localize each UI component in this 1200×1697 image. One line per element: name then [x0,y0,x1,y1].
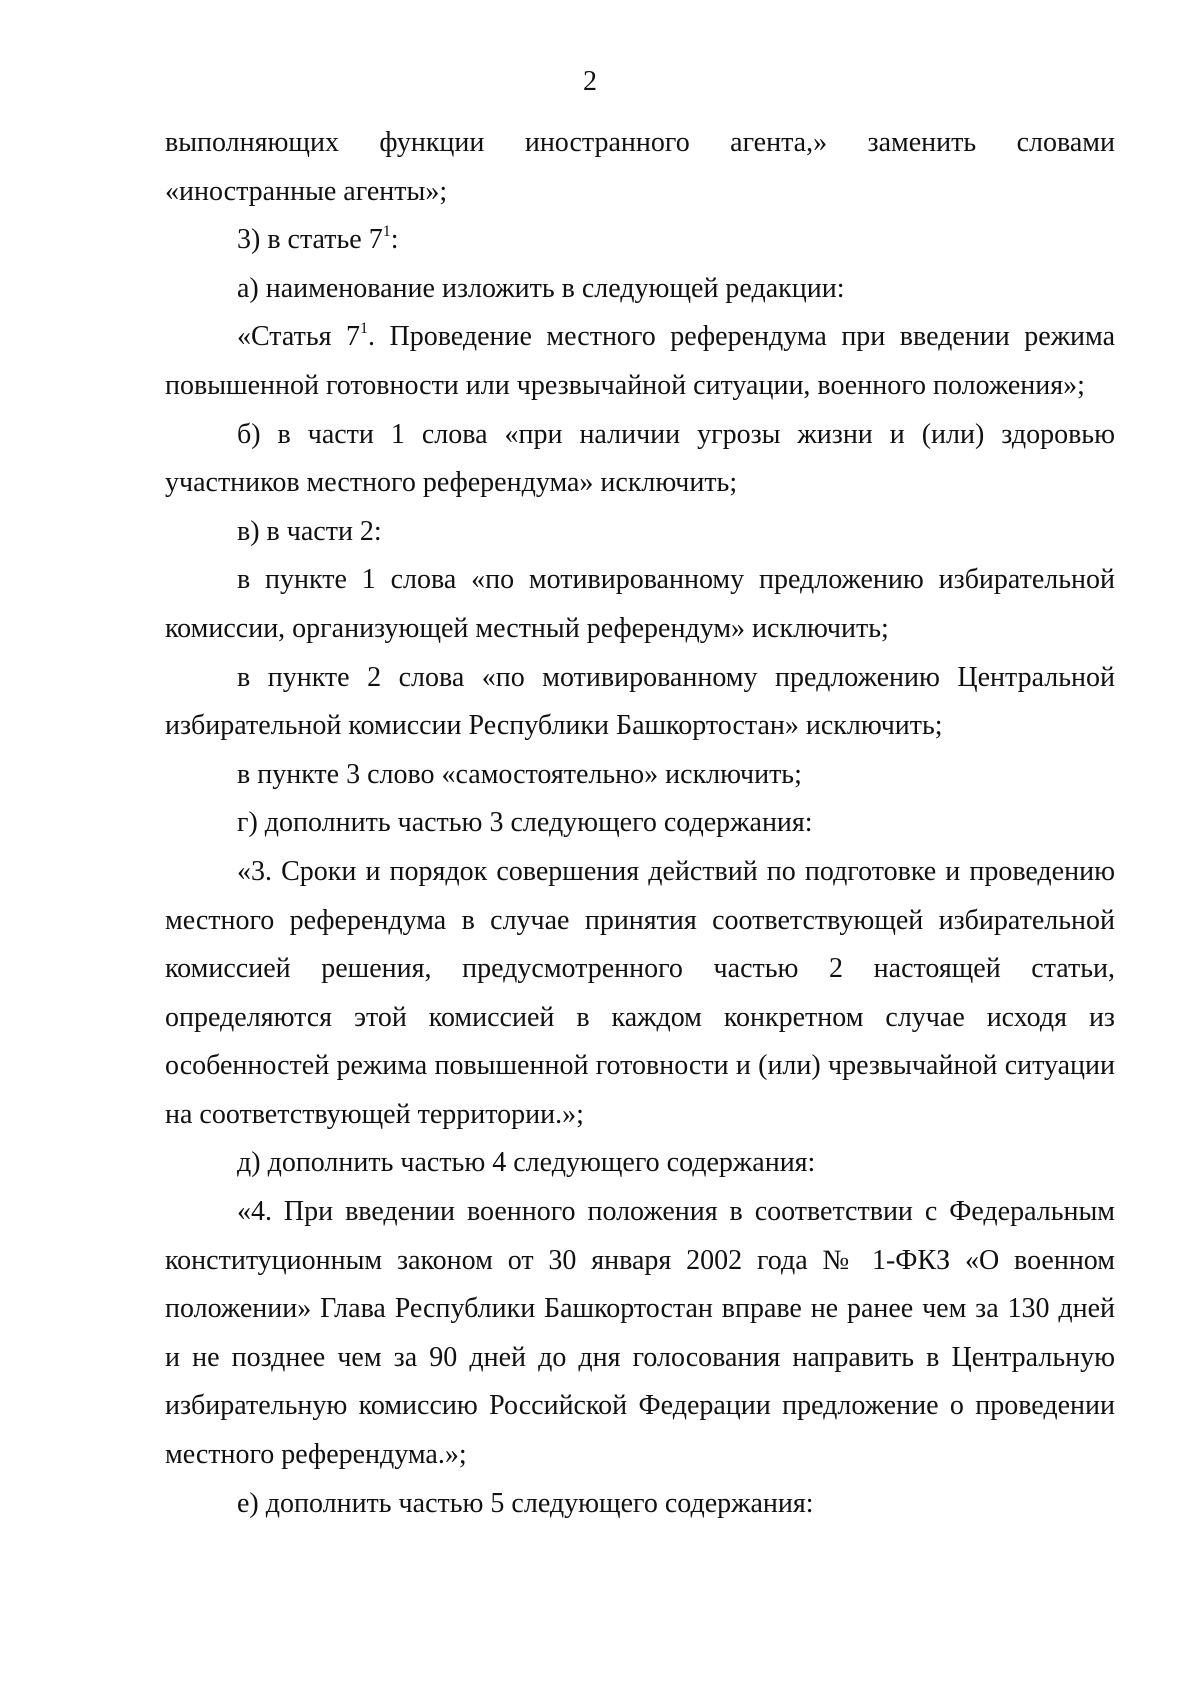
article-title-prefix: «Статья 7 [237,321,360,353]
paragraph-part-3-text: «3. Сроки и порядок совершения действий по подготовке и проведению местного референдума в случае принятия соответствующей избирательной комиссией решения, предусмотренного частью 2 настоящей статьи, определяются этой комиссией в каждом конкретном случае исходя из особенностей режима повышенной готовности и (или) чрезвычайной ситуации на соответствующей территории.»; [165,855,1115,1130]
article-title-text: . Проведение местного референдума при введении режима повышенной готовности или чрезвычайной ситуации, военного положения»; [165,321,1115,401]
paragraph-subitem-b: б) в части 1 слова «при наличии угрозы жизни и (или) здоровью участников местного референдума» исключить; [165,418,1115,499]
superscript-1: 1 [382,222,391,240]
document-body [165,119,1115,1528]
paragraph-part-4-text: «4. При введении военного положения в соответствии с Федеральным конституционным законом от 30 января 2002 года № 1-ФКЗ «О военном положении» Глава Республики Башкортостан вправе не ранее чем за 130 дней и не позднее чем за 90 дней до дня голосования направить в Центральную избирательную комиссию Российской Федерации предложение о проведении местного референдума.»; [165,1196,1115,1471]
paragraph-point-1: в пункте 1 слова «по мотивированному предложению избирательной комиссии, организующей местный референдум» исключить; [165,564,1115,644]
paragraph-point-3: в пункте 3 слово «самостоятельно» исключить; [237,758,802,790]
paragraph-subitem-g: г) дополнить частью 3 следующего содержания: [237,807,813,839]
paragraph-point-2: в пункте 2 слова «по мотивированному предложению Центральной избирательной комиссии Республики Башкортостан» исключить; [165,661,1115,742]
superscript-1: 1 [360,320,368,338]
paragraph-subitem-d: д) дополнить частью 4 следующего содержания: [237,1147,816,1179]
page-number: 2 [583,66,597,97]
paragraph-continuation: выполняющих функции иностранного агента,» заменить словами «иностранные агенты»; [165,127,1115,207]
item-3-text: 3) в статье 7 [237,224,383,256]
paragraph-subitem-a: а) наименование изложить в следующей редакции: [237,272,845,304]
paragraph-subitem-e: е) дополнить частью 5 следующего содержания: [237,1487,814,1519]
paragraph-subitem-v: в) в части 2: [237,515,382,547]
paragraph-article-title [165,313,1115,410]
item-3-suffix: : [390,224,399,256]
paragraph-item-3 [165,216,1115,265]
